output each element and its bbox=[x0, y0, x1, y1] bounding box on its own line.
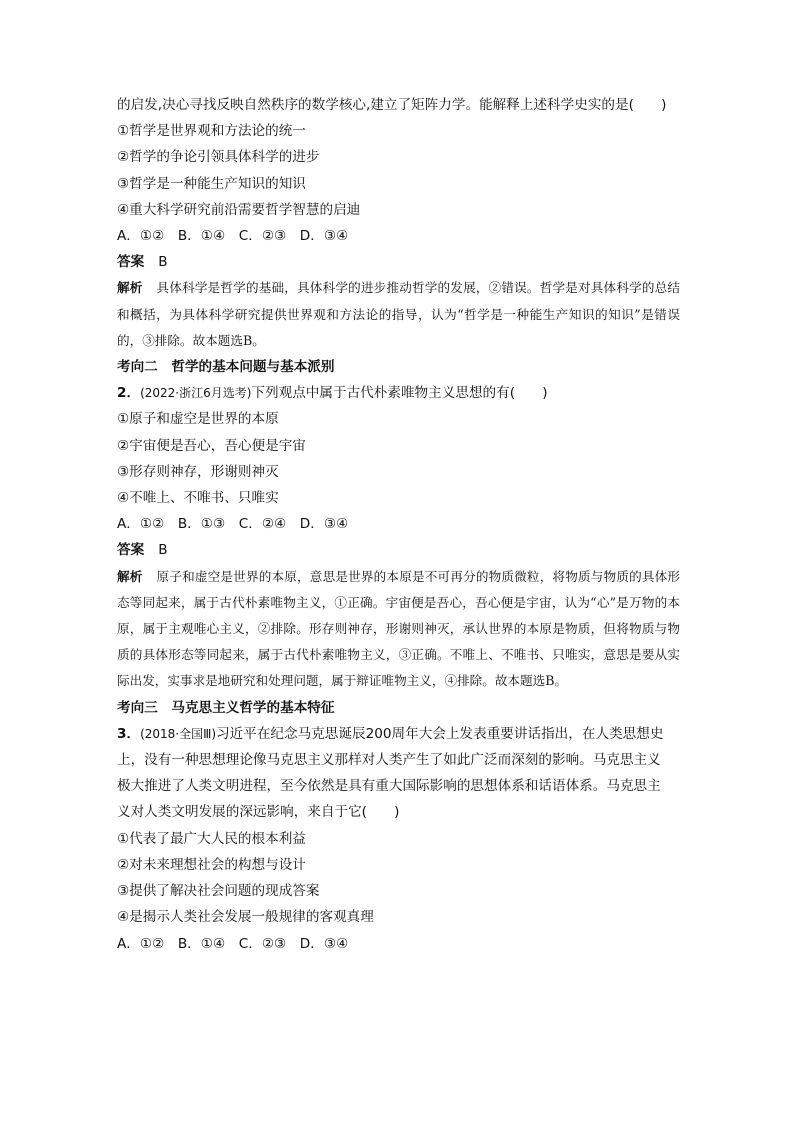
q2-stem-text: 下列观点中属于古代朴素唯物主义思想的有( ) bbox=[251, 385, 548, 402]
analysis-text: 原子和虚空是世界的本原，意思是世界的本原是不可再分的物质微粒，将物质与物质的具体形态等同起来，属于古代朴素唯物主义，①正确。宇宙便是吾心，吾心便是宇宙，认为“心”是万物的本原，属于主观唯心主义，②排除。形存则神存，形谢则神灭，承认世界的本原是物质，但将物质与物质的具体形态等同起来，属于古代朴素唯物主义，③正确。不唯上、不唯书、只唯实，意思是要从实际出发，实事求是地研究和处理问题，属于辩证唯物主义，④排除。故本题选B。 bbox=[117, 568, 681, 689]
q2-analysis bbox=[117, 564, 680, 695]
q2-source: (2022·浙江6月选考) bbox=[140, 386, 252, 401]
q3-source: (2018·全国Ⅲ) bbox=[140, 726, 217, 741]
q3-stem-line-4: 义对人类文明发展的深远影响，来自于它( ) bbox=[117, 804, 400, 821]
section-heading-3: 考向三 马克思主义哲学的基本特征 bbox=[117, 699, 335, 716]
document-page bbox=[117, 92, 680, 957]
q3-stem-line-1 bbox=[117, 721, 680, 747]
q1-option-2: ②哲学的争论引领具体科学的进步 bbox=[117, 149, 320, 166]
analysis-label: 解析 bbox=[117, 568, 143, 584]
answer-label: 答案 bbox=[117, 542, 145, 559]
q3-number: 3． bbox=[117, 725, 141, 742]
q3-choices: A．①② B．①④ C．②③ D．③④ bbox=[117, 935, 349, 952]
q3-option-4: ④是揭示人类社会发展一般规律的客观真理 bbox=[117, 909, 374, 926]
answer-label: 答案 bbox=[117, 254, 145, 271]
q2-option-3: ③形存则神存，形谢则神灭 bbox=[117, 463, 279, 480]
answer-value: B bbox=[158, 542, 168, 559]
q1-option-4: ④重大科学研究前沿需要哲学智慧的启迪 bbox=[117, 201, 361, 218]
answer-value: B bbox=[158, 254, 168, 271]
q1-option-1: ①哲学是世界观和方法论的统一 bbox=[117, 123, 306, 140]
q3-option-2: ②对未来理想社会的构想与设计 bbox=[117, 856, 306, 873]
section-heading-2: 考向二 哲学的基本问题与基本派别 bbox=[117, 359, 335, 376]
q3-stem-text-1: 习近平在纪念马克思诞辰200周年大会上发表重要讲话指出，在人类思想史 bbox=[216, 725, 664, 742]
q2-option-2: ②宇宙便是吾心，吾心便是宇宙 bbox=[117, 437, 306, 454]
q2-option-1: ①原子和虚空是世界的本原 bbox=[117, 411, 279, 428]
q2-choices: A．①② B．①③ C．②④ D．③④ bbox=[117, 516, 349, 533]
analysis-text: 具体科学是哲学的基础，具体科学的进步推动哲学的发展，②错误。哲学是对具体科学的总结和概括，为具体科学研究提供世界观和方法论的指导，认为“哲学是一种能生产知识的知识”是错误的，③排除。故本题选B。 bbox=[117, 280, 681, 348]
analysis-label: 解析 bbox=[117, 280, 143, 296]
q2-answer bbox=[117, 537, 680, 563]
q2-option-4: ④不唯上、不唯书、只唯实 bbox=[117, 490, 279, 507]
q1-choices: A．①② B．①④ C．②③ D．③④ bbox=[117, 228, 349, 245]
q1-answer bbox=[117, 249, 680, 275]
q1-option-3: ③哲学是一种能生产知识的知识 bbox=[117, 175, 306, 192]
q3-option-1: ①代表了最广大人民的根本利益 bbox=[117, 830, 306, 847]
q1-analysis bbox=[117, 275, 680, 354]
q2-stem bbox=[117, 380, 680, 406]
q3-option-3: ③提供了解决社会问题的现成答案 bbox=[117, 883, 320, 900]
q3-stem-line-3: 极大推进了人类文明进程，至今依然是具有重大国际影响的思想体系和话语体系。马克思主 bbox=[117, 778, 661, 795]
q1-stem-tail: 的启发,决心寻找反映自然秩序的数学核心,建立了矩阵力学。能解释上述科学史实的是( ) bbox=[117, 97, 667, 113]
q3-stem-line-2: 上，没有一种思想理论像马克思主义那样对人类产生了如此广泛而深刻的影响。马克思主义 bbox=[117, 752, 661, 769]
q2-number: 2． bbox=[117, 385, 141, 402]
